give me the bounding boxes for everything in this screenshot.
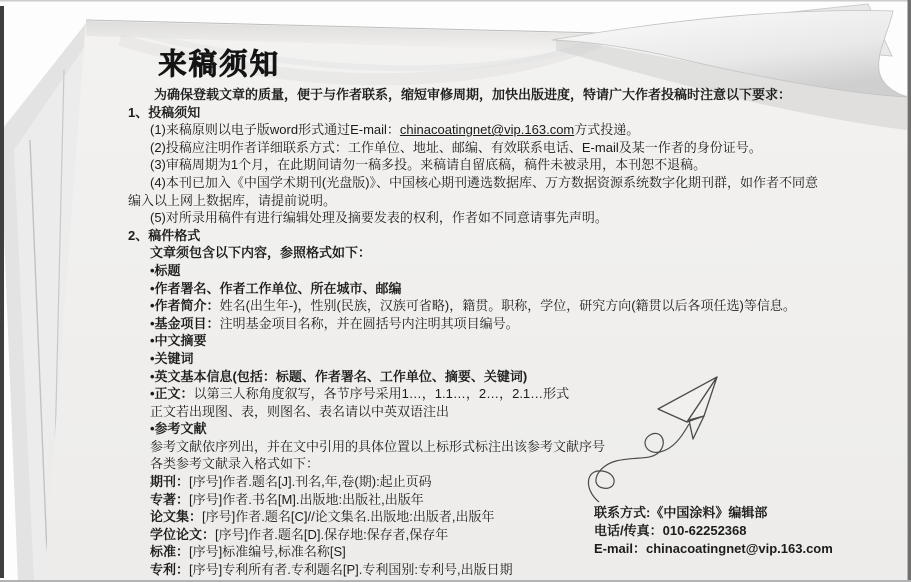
- submission-item-4: (4)本刊已加入《中国学术期刊(光盘版)》、中国核心期刊遴选数据库、万方数据资源系统数字化期刊群，如作者不同意编入以上网上数据库，请提前说明。: [128, 174, 819, 208]
- submission-item-2: (2)投稿应注明作者详细联系方式：工作单位、地址、邮编、有效联系电话、E-mail及某一作者的身份证号。: [150, 139, 762, 155]
- submission-item-5: (5)对所录用稿件有进行编辑处理及摘要发表的权利，作者如不同意请事先声明。: [150, 210, 608, 226]
- email-link[interactable]: chinacoatingnet@vip.163.com: [399, 122, 575, 138]
- ref-format-journal: [128, 473, 822, 491]
- bullet-keywords: [128, 350, 822, 368]
- bullet-text: 注明基金项目名称，并在圆括号内注明其项目编号。: [219, 315, 519, 331]
- submission-item-1: [128, 121, 822, 139]
- contact-value: chinacoatingnet@vip.163.com: [646, 540, 833, 556]
- bullet-authors: [128, 280, 822, 298]
- page-title: 来稿须知: [158, 47, 280, 81]
- contact-label: 电话/传真：: [594, 522, 663, 538]
- bullet-title: [128, 262, 822, 280]
- contact-line-1: [594, 504, 833, 522]
- contact-label: 联系方式:: [594, 505, 651, 520]
- ref-text: [序号]作者.题名[D].保存地:保存者,保存年: [215, 526, 449, 542]
- item1-post: 方式投递。: [574, 122, 640, 138]
- ref-format-patent: [128, 561, 822, 579]
- ref-text: [序号]作者.书名[M].出版地:出版社,出版年: [189, 491, 424, 507]
- section2-heading: 2、稿件格式: [128, 227, 201, 243]
- ref-label: 期刊：: [150, 474, 190, 490]
- ref-label: 标准：: [150, 544, 190, 560]
- body-note: 正文若出现图、表，则图名、表名请以中英双语注出: [150, 403, 450, 419]
- contact-line-2: [594, 522, 833, 540]
- ref-text: [序号]作者.题名[J].刊名,年,卷(期):起止页码: [189, 474, 432, 490]
- ref-text: [序号]专利所有者.专利题名[P].专利国别:专利号,出版日期: [189, 562, 513, 578]
- bullet-label: •中文摘要: [150, 333, 207, 349]
- ref-label: 专利：: [150, 562, 190, 578]
- bullet-text: 姓名(出生年-)，性别(民族，汉族可省略)，籍贯。职称，学位，研究方向(籍贯以后各项任选)等信息。: [219, 298, 796, 314]
- bullet-author-bio: [128, 297, 822, 315]
- item1-pre: (1)来稿原则以电子版word形式通过E-mail：: [150, 122, 400, 138]
- bullet-label: •基金项目：: [150, 315, 220, 331]
- submission-item-3: (3)审稿周期为1个月，在此期间请勿一稿多投。来稿请自留底稿，稿件未被录用，本刊恕不退稿。: [150, 157, 707, 173]
- ref-label: 专著：: [150, 491, 190, 507]
- section2-lead: 文章须包含以下内容，参照格式如下：: [150, 245, 372, 261]
- frame-top-line: [0, 0, 911, 2]
- bullet-label: •标题: [150, 262, 181, 278]
- bullet-label: •作者署名、作者工作单位、所在城市、邮编: [150, 280, 402, 296]
- ref-note-2: 各类参考文献录入格式如下：: [150, 456, 320, 472]
- ref-label: 学位论文：: [150, 526, 216, 542]
- bullet-label: •正文：: [150, 386, 194, 402]
- bullet-label: •作者简介：: [150, 298, 220, 314]
- bullet-fund: [128, 315, 822, 333]
- bullet-label: •关键词: [150, 350, 194, 366]
- bullet-cn-abstract: [128, 332, 822, 350]
- contact-block: [594, 504, 833, 557]
- ref-text: [序号]作者.题名[C]//论文集名.出版地:出版者,出版年: [202, 509, 495, 525]
- contact-value: 《中国涂料》编辑部: [650, 505, 768, 520]
- bullet-body-text: [128, 385, 822, 403]
- frame-right-bar: [908, 0, 911, 582]
- bullet-text: 以第三人称角度叙写，各节序号采用1…，1.1…，2…，2.1…形式: [193, 386, 570, 402]
- intro-paragraph: 为确保登载文章的质量，便于与作者联系，缩短审修周期，加快出版进度，特请广大作者投稿时注意以下要求：: [154, 87, 792, 102]
- contact-line-3: [594, 540, 833, 558]
- contact-value: 010-62252368: [662, 522, 747, 538]
- bullet-en-info: [128, 368, 822, 386]
- section1-heading: 1、投稿须知: [128, 104, 201, 120]
- bullet-label: •英文基本信息(包括：标题、作者署名、工作单位、摘要、关键词): [150, 368, 528, 384]
- ref-note-1: 参考文献依序列出，并在文中引用的具体位置以上标形式标注出该参考文献序号: [150, 438, 606, 454]
- ref-label: 论文集：: [150, 509, 203, 525]
- bullet-references: •参考文献: [150, 421, 207, 437]
- frame-left-bar: [0, 6, 4, 578]
- contact-label: E-mail：: [594, 540, 647, 556]
- ref-text: [序号]标准编号,标准名称[S]: [189, 544, 346, 560]
